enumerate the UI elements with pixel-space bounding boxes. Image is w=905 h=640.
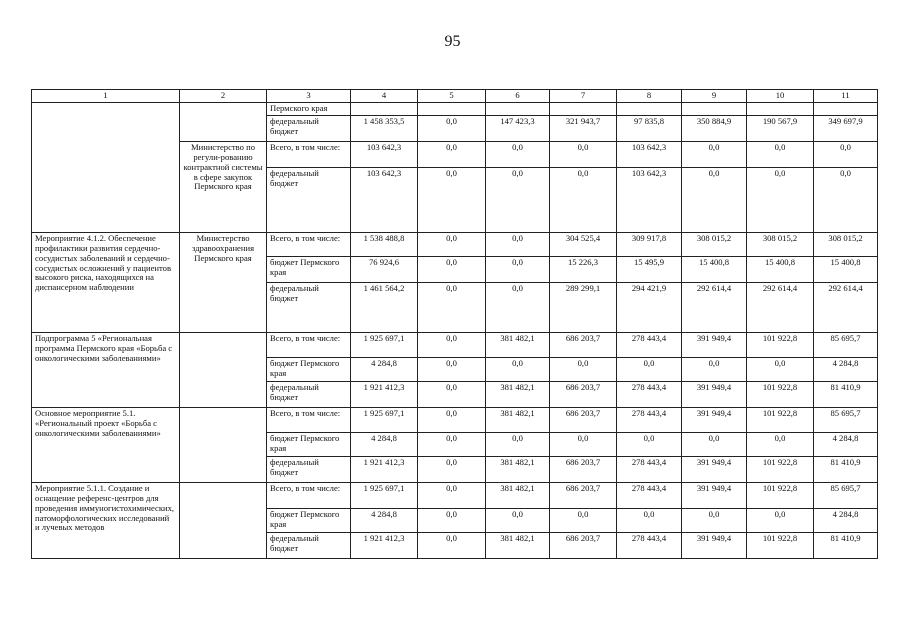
- amount-cell: 0,0: [682, 141, 747, 167]
- amount-cell: 103 642,3: [351, 141, 418, 167]
- amount-cell: [418, 103, 486, 116]
- funding-source-cell: бюджет Пермского края: [267, 357, 351, 381]
- amount-cell: 0,0: [747, 357, 814, 381]
- amount-cell: 308 015,2: [747, 232, 814, 256]
- amount-cell: 686 203,7: [550, 332, 617, 357]
- amount-cell: 292 614,4: [814, 282, 878, 332]
- amount-cell: 0,0: [418, 167, 486, 232]
- amount-cell: [351, 103, 418, 116]
- column-number-header: 11: [814, 90, 878, 103]
- funding-source-cell: Всего, в том числе:: [267, 332, 351, 357]
- amount-cell: 85 695,7: [814, 332, 878, 357]
- column-number-header: 7: [550, 90, 617, 103]
- table-row: [32, 482, 878, 508]
- amount-cell: 1 925 697,1: [351, 332, 418, 357]
- amount-cell: 0,0: [550, 508, 617, 532]
- amount-cell: 0,0: [486, 282, 550, 332]
- amount-cell: 0,0: [418, 115, 486, 141]
- amount-cell: 1 925 697,1: [351, 482, 418, 508]
- amount-cell: 350 884,9: [682, 115, 747, 141]
- amount-cell: 1 925 697,1: [351, 407, 418, 432]
- table-row: [32, 103, 878, 116]
- amount-cell: 0,0: [682, 508, 747, 532]
- amount-cell: 381 482,1: [486, 407, 550, 432]
- amount-cell: 0,0: [486, 432, 550, 456]
- amount-cell: 147 423,3: [486, 115, 550, 141]
- activity-name-cell: Мероприятие 4.1.2. Обеспечение профилактики развития сердечно-сосудистых заболеваний и сердечно-сосудистых осложнений у пациентов высокого риска, находящихся на диспансерном наблюдении: [32, 232, 180, 332]
- column-number-header: 2: [180, 90, 267, 103]
- amount-cell: 0,0: [682, 432, 747, 456]
- amount-cell: 686 203,7: [550, 407, 617, 432]
- amount-cell: [486, 103, 550, 116]
- amount-cell: 1 921 412,3: [351, 456, 418, 482]
- column-number-header: 8: [617, 90, 682, 103]
- amount-cell: 15 400,8: [747, 256, 814, 282]
- table-row: [32, 407, 878, 432]
- amount-cell: 101 922,8: [747, 532, 814, 558]
- funding-source-cell: Всего, в том числе:: [267, 482, 351, 508]
- amount-cell: 97 835,8: [617, 115, 682, 141]
- amount-cell: 101 922,8: [747, 482, 814, 508]
- amount-cell: 15 400,8: [814, 256, 878, 282]
- amount-cell: 101 922,8: [747, 332, 814, 357]
- amount-cell: 0,0: [418, 256, 486, 282]
- funding-source-cell: федеральный бюджет: [267, 282, 351, 332]
- funding-source-cell: федеральный бюджет: [267, 532, 351, 558]
- amount-cell: 0,0: [814, 141, 878, 167]
- amount-cell: 81 410,9: [814, 381, 878, 407]
- amount-cell: 0,0: [418, 332, 486, 357]
- amount-cell: 321 943,7: [550, 115, 617, 141]
- amount-cell: 1 461 564,2: [351, 282, 418, 332]
- amount-cell: 391 949,4: [682, 532, 747, 558]
- funding-source-cell: бюджет Пермского края: [267, 256, 351, 282]
- column-number-header: 4: [351, 90, 418, 103]
- amount-cell: 0,0: [682, 167, 747, 232]
- funding-source-cell: Всего, в том числе:: [267, 407, 351, 432]
- amount-cell: 309 917,8: [617, 232, 682, 256]
- amount-cell: 4 284,8: [351, 357, 418, 381]
- budget-table: [31, 89, 878, 559]
- amount-cell: 15 495,9: [617, 256, 682, 282]
- responsible-executor-cell: Министерство здравоохранения Пермского края: [180, 232, 267, 332]
- amount-cell: 190 567,9: [747, 115, 814, 141]
- amount-cell: 0,0: [418, 482, 486, 508]
- amount-cell: 1 538 488,8: [351, 232, 418, 256]
- funding-source-cell: федеральный бюджет: [267, 115, 351, 141]
- amount-cell: 0,0: [747, 432, 814, 456]
- amount-cell: 0,0: [418, 532, 486, 558]
- amount-cell: 278 443,4: [617, 456, 682, 482]
- amount-cell: 81 410,9: [814, 532, 878, 558]
- amount-cell: 4 284,8: [351, 432, 418, 456]
- column-number-header: 5: [418, 90, 486, 103]
- amount-cell: 391 949,4: [682, 407, 747, 432]
- amount-cell: 0,0: [486, 357, 550, 381]
- amount-cell: 686 203,7: [550, 381, 617, 407]
- amount-cell: 4 284,8: [814, 508, 878, 532]
- amount-cell: 0,0: [486, 232, 550, 256]
- amount-cell: 1 458 353,5: [351, 115, 418, 141]
- amount-cell: 0,0: [418, 456, 486, 482]
- column-number-header: 1: [32, 90, 180, 103]
- amount-cell: 103 642,3: [617, 167, 682, 232]
- amount-cell: 289 299,1: [550, 282, 617, 332]
- funding-source-cell: федеральный бюджет: [267, 456, 351, 482]
- responsible-executor-cell: [180, 407, 267, 482]
- funding-source-cell: бюджет Пермского края: [267, 432, 351, 456]
- column-number-header: 9: [682, 90, 747, 103]
- amount-cell: 0,0: [747, 508, 814, 532]
- activity-name-cell: [32, 103, 180, 233]
- amount-cell: 294 421,9: [617, 282, 682, 332]
- responsible-executor-cell: Министерство по регули-рованию контрактной системы в сфере закупок Пермского края: [180, 141, 267, 232]
- amount-cell: 292 614,4: [682, 282, 747, 332]
- amount-cell: 308 015,2: [682, 232, 747, 256]
- amount-cell: 0,0: [747, 141, 814, 167]
- amount-cell: 0,0: [682, 357, 747, 381]
- amount-cell: 381 482,1: [486, 381, 550, 407]
- amount-cell: 292 614,4: [747, 282, 814, 332]
- amount-cell: 103 642,3: [617, 141, 682, 167]
- amount-cell: [814, 103, 878, 116]
- amount-cell: 85 695,7: [814, 482, 878, 508]
- amount-cell: 0,0: [814, 167, 878, 232]
- amount-cell: 101 922,8: [747, 407, 814, 432]
- activity-name-cell: Подпрограмма 5 «Региональная программа Пермского края «Борьба с онкологическими заболеваниями»: [32, 332, 180, 407]
- amount-cell: 0,0: [550, 357, 617, 381]
- amount-cell: 381 482,1: [486, 456, 550, 482]
- funding-source-cell: Всего, в том числе:: [267, 141, 351, 167]
- funding-source-cell: Пермского края: [267, 103, 351, 116]
- amount-cell: 4 284,8: [814, 432, 878, 456]
- amount-cell: 0,0: [550, 141, 617, 167]
- amount-cell: [682, 103, 747, 116]
- amount-cell: 0,0: [747, 167, 814, 232]
- funding-source-cell: федеральный бюджет: [267, 381, 351, 407]
- amount-cell: 0,0: [418, 381, 486, 407]
- responsible-executor-cell: [180, 103, 267, 142]
- amount-cell: 304 525,4: [550, 232, 617, 256]
- column-number-header: 10: [747, 90, 814, 103]
- amount-cell: 1 921 412,3: [351, 381, 418, 407]
- amount-cell: 381 482,1: [486, 532, 550, 558]
- amount-cell: 391 949,4: [682, 332, 747, 357]
- amount-cell: [550, 103, 617, 116]
- amount-cell: 391 949,4: [682, 456, 747, 482]
- column-number-header: 3: [267, 90, 351, 103]
- amount-cell: 686 203,7: [550, 482, 617, 508]
- funding-source-cell: Всего, в том числе:: [267, 232, 351, 256]
- amount-cell: 15 400,8: [682, 256, 747, 282]
- amount-cell: 1 921 412,3: [351, 532, 418, 558]
- amount-cell: 15 226,3: [550, 256, 617, 282]
- responsible-executor-cell: [180, 332, 267, 407]
- amount-cell: 308 015,2: [814, 232, 878, 256]
- amount-cell: 0,0: [617, 432, 682, 456]
- amount-cell: 278 443,4: [617, 482, 682, 508]
- amount-cell: 278 443,4: [617, 381, 682, 407]
- amount-cell: 278 443,4: [617, 332, 682, 357]
- amount-cell: 81 410,9: [814, 456, 878, 482]
- table-row: [32, 332, 878, 357]
- amount-cell: 381 482,1: [486, 482, 550, 508]
- amount-cell: 686 203,7: [550, 532, 617, 558]
- funding-source-cell: бюджет Пермского края: [267, 508, 351, 532]
- amount-cell: 0,0: [486, 141, 550, 167]
- amount-cell: 686 203,7: [550, 456, 617, 482]
- amount-cell: 0,0: [418, 282, 486, 332]
- column-number-header: 6: [486, 90, 550, 103]
- amount-cell: 349 697,9: [814, 115, 878, 141]
- amount-cell: 278 443,4: [617, 532, 682, 558]
- amount-cell: 0,0: [550, 432, 617, 456]
- amount-cell: 278 443,4: [617, 407, 682, 432]
- amount-cell: 0,0: [617, 508, 682, 532]
- amount-cell: 76 924,6: [351, 256, 418, 282]
- amount-cell: 0,0: [486, 508, 550, 532]
- column-number-header-row: [32, 90, 878, 103]
- amount-cell: 391 949,4: [682, 381, 747, 407]
- table-row: [32, 232, 878, 256]
- amount-cell: [747, 103, 814, 116]
- amount-cell: [617, 103, 682, 116]
- activity-name-cell: Основное мероприятие 5.1. «Региональный проект «Борьба с онкологическими заболеваниями»: [32, 407, 180, 482]
- amount-cell: 85 695,7: [814, 407, 878, 432]
- amount-cell: 0,0: [418, 432, 486, 456]
- amount-cell: 0,0: [418, 407, 486, 432]
- amount-cell: 103 642,3: [351, 167, 418, 232]
- amount-cell: 0,0: [617, 357, 682, 381]
- responsible-executor-cell: [180, 482, 267, 558]
- amount-cell: 4 284,8: [351, 508, 418, 532]
- amount-cell: 381 482,1: [486, 332, 550, 357]
- amount-cell: 4 284,8: [814, 357, 878, 381]
- funding-source-cell: федеральный бюджет: [267, 167, 351, 232]
- amount-cell: 101 922,8: [747, 381, 814, 407]
- amount-cell: 101 922,8: [747, 456, 814, 482]
- amount-cell: 0,0: [486, 167, 550, 232]
- amount-cell: 0,0: [418, 141, 486, 167]
- amount-cell: 391 949,4: [682, 482, 747, 508]
- amount-cell: 0,0: [418, 508, 486, 532]
- amount-cell: 0,0: [418, 232, 486, 256]
- amount-cell: 0,0: [486, 256, 550, 282]
- amount-cell: 0,0: [418, 357, 486, 381]
- activity-name-cell: Мероприятие 5.1.1. Создание и оснащение референс-центров для проведения иммуногистохимических, патоморфологических исследований и лучевых методов: [32, 482, 180, 558]
- page-number: 95: [444, 33, 461, 50]
- amount-cell: 0,0: [550, 167, 617, 232]
